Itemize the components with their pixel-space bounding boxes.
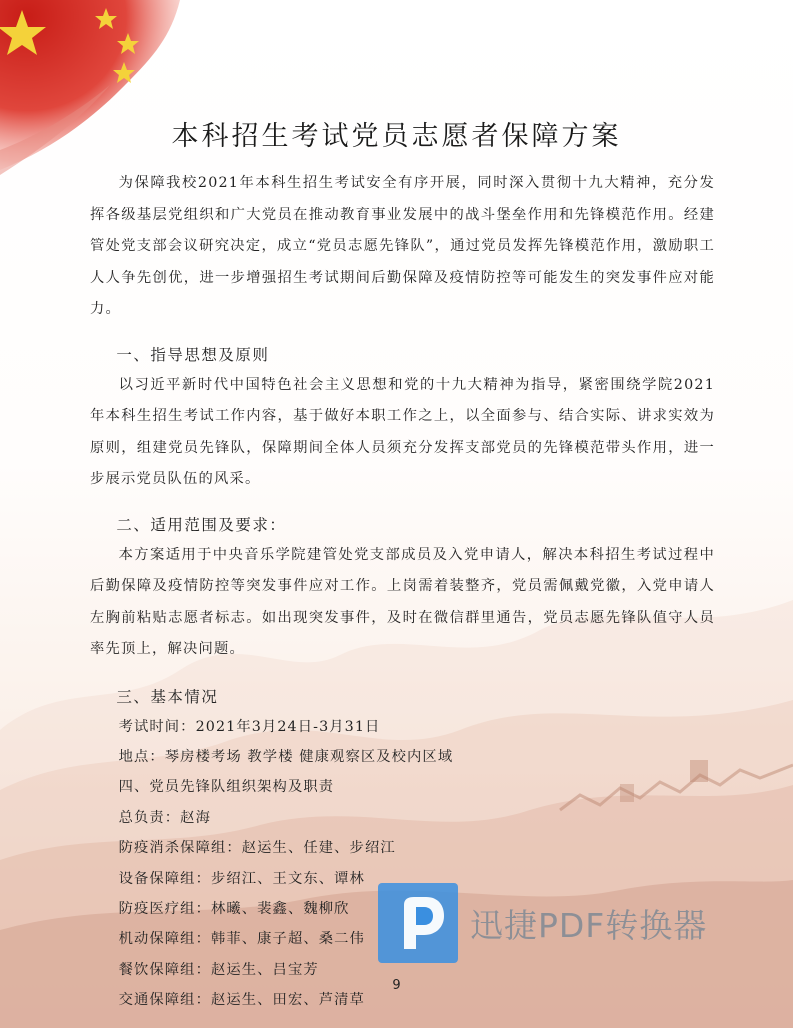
team-mobile-line: 机动保障组：韩菲、康子超、桑二伟 [118,931,365,948]
lead-line: 总负责：赵海 [118,809,211,826]
watermark-text: 迅捷PDF转换器 [470,905,708,945]
team-catering-line: 餐饮保障组：赵运生、吕宝芳 [118,961,319,978]
intro-paragraph: 为保障我校2021年本科生招生考试安全有序开展，同时深入贯彻十九大精神，充分发挥各级基层党组织和广大党员在推动教育事业发展中的战斗堡垒作用和先锋模范作用。经建管处党支部会议研究决定，成立“党员志愿先锋队”，通过党员发挥先锋模范作用，激励职工人人争先创优，进一步增强招生考试期间后勤保障及疫情防控等可能发生的突发事件应对能力。 [90,175,715,317]
team-medical-line: 防疫医疗组：林曦、裴鑫、魏柳欣 [118,900,350,917]
page-number: 9 [392,978,401,993]
team-transport-line: 交通保障组：赵运生、田宏、芦清草 [118,992,365,1009]
section-2-body: 本方案适用于中央音乐学院建管处党支部成员及入党申请人，解决本科招生考试过程中后勤保障及疫情防控等突发事件应对工作。上岗需着装整齐，党员需佩戴党徽，入党申请人左胸前粘贴志愿者标志。如出现突发事件，及时在微信群里通告，党员志愿先锋队值守人员率先顶上，解决问题。 [90,546,715,657]
page-title: 本科招生考试党员志愿者保障方案 [171,121,622,153]
pdf-converter-logo-icon [378,883,458,963]
section-4-heading: 四、党员先锋队组织架构及职责 [118,779,335,796]
national-flag-stars-icon [0,0,180,190]
section-2-heading: 二、适用范围及要求： [116,515,287,534]
section-1-heading: 一、指导思想及原则 [116,345,270,364]
exam-time-line: 考试时间：2021年3月24日-3月31日 [118,718,381,735]
location-line: 地点：琴房楼考场 教学楼 健康观察区及校内区域 [118,748,454,765]
section-3-heading: 三、基本情况 [116,687,219,706]
team-disinfection-line: 防疫消杀保障组：赵运生、任建、步绍江 [118,840,396,857]
team-equipment-line: 设备保障组：步绍江、王文东、谭林 [118,870,365,887]
converter-watermark [378,883,707,963]
section-1-body: 以习近平新时代中国特色社会主义思想和党的十九大精神为指导，紧密围绕学院2021年本科生招生考试工作内容，基于做好本职工作之上，以全面参与、结合实际、讲求实效为原则，组建党员先锋队，保障期间全体人员须充分发挥支部党员的先锋模范带头作用，进一步展示党员队伍的风采。 [90,376,715,487]
